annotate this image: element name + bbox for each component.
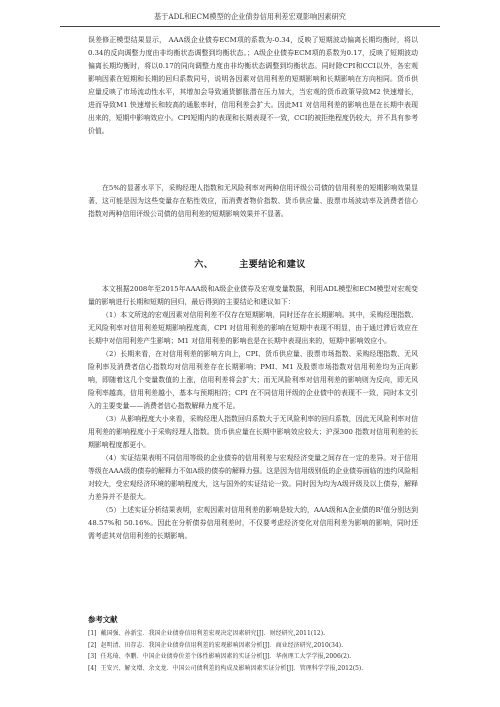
body-paragraph: 在5%的显著水平下，采购经理人指数和无风险利率对两种信用评级公司债的信用利差的短期影响效果显著，这可能是因为这些变量存在粘性效应，而消费者物价指数、货币供应量、股票市场波动率及消费者信心指数对两种信用评级公司债的信用利差的短期影响效果并不显著。 bbox=[88, 184, 418, 218]
running-header: 基于ADL和ECM模型的企业债券信用利差宏观影响因素研究 bbox=[154, 12, 346, 21]
conclusion-item-4: （4）实证结果表明不同信用等级的企业债券的信用利差与宏观经济变量之间存在一定的差异。对于信用等级在AAA级的债券的解释力不如A级的债券的解释力强。这是因为信用级别低的企业债券面临的违约风险相对较大，受宏观经济环境的影响程度大，这与国外的实证结论一致。同时因为均为A级评级及以上债券，解释力差异并不是很大。 bbox=[88, 454, 418, 501]
section-title: 主要结论和建议 bbox=[239, 260, 306, 270]
reference-item bbox=[88, 663, 428, 675]
reference-text: 赵明清、田存志．我国企业债券信用利差的宏观影响因素分析[J]．商业经济研究,2010(34). bbox=[100, 641, 343, 649]
reference-item bbox=[88, 651, 428, 663]
conclusion-item-5: （5）上述实证分析结果表明，宏观因素对信用利差的影响是较大的，AAA级和A企业债的R²值分别达到 48.57%和 50.16%。因此在分析债券信用利差时，不仅要考虑经济变化对信用利差为影响的影响，同时还需考虑其对信用利差的长期影响。 bbox=[88, 506, 418, 540]
reference-text: 任兆琦、李鹏．中国企业债券价差个体性影响因素的实证分析[J]．华南理工大学学报,2006(2). bbox=[100, 653, 352, 660]
body-paragraph: 误差修正模型结果显示， AAA级企业债券ECM项的系数为-0.34，反映了短期波动偏离长期均衡时，将以0.34的反向调整力度由非均衡状态调整到均衡状态。；A级企业债券ECM项的系数为0.17，反映了短期波动偏离长期均衡时，将以0.17的同向调整力度由非均衡状态调整到均衡状态。同时除CPI和CCI以外，各宏观影响因素在短期和长期的回归系数同号，说明各因素对信用利差的短期影响和长期影响在方向相同。货币供应量反映了市场流动性水平，其增加会导致通货膨胀潜在压力加大，当宏观的货币政策导致M2 快速增长，进而导致M1 快速增长和较高的通胀率时，信用利差会扩大。因此M1 对信用利差的影响也是在长期中表现出来的，短期中影响效应小。CPI短期内的表现和长期表现不一致，CCI的被拒绝程度仍较大，并不具有参考价值。 bbox=[88, 36, 418, 135]
reference-item bbox=[88, 640, 428, 652]
section-number: 六、 bbox=[194, 260, 214, 270]
conclusion-item-3: （3）从影响程度大小来看，采购经理人指数回归系数大于无风险利率的回归系数，因此无风险利率对信用利差的影响程度小于采购经理人指数。货币供应量在长期中影响效应较大；沪深300 指数对信用利差的长期影响程度都更小。 bbox=[88, 415, 418, 449]
reference-label: [2] bbox=[88, 641, 97, 649]
header-rule bbox=[60, 26, 440, 27]
references-list bbox=[88, 628, 428, 674]
reference-text: 王安兴、解文增、余文龙．中国公司债利差的构成及影响因素实证分析[J]．管理科学学报,2012(5). bbox=[100, 664, 364, 672]
significance-paragraph-block bbox=[88, 182, 418, 221]
reference-label: [4] bbox=[88, 664, 97, 672]
reference-label: [3] bbox=[88, 653, 97, 660]
conclusion-item-1: （1）本文所选的宏观因素对信用利差不仅存在短期影响，同时还存在长期影响。其中，采购经理指数、无风险利率对信用利差短期影响程度高，CPI 对信用利差的影响在短期中表现不明显，由于通过滞后效应在长期中对信用利差产生影响；M1 对信用利差的影响也是在长期中表现出来的，短期中影响效应小。 bbox=[88, 311, 418, 345]
conclusions-body bbox=[88, 283, 418, 543]
conclusions-intro: 本文根据2008年至2015年AAA级和A级企业债券及宏观变量数据，利用ADL模型和ECM模型对宏观变量的影响进行长期和短期的回归，最后得到的主要结论和建议如下： bbox=[88, 285, 418, 306]
conclusion-item-2: （2）长期来看，在对信用利差的影响方向上，CPI、货币供应量、股票市场指数、采购经理指数、无风险利率及消费者信心指数均对信用利差存在长期影响；PMI、M1 及股票市场指数对信用利差均为正向影响，即随着这几个变量数值的上涨，信用利差将会扩大；而无风险利率对信用利差的影响则为反向，即无风险利率越高，信用利差越小，基本与预期相符；CPI 在不同信用评级的企业债中的表现不一致，同时本文引入的主要变量——消费者信心指数解释力度不足。 bbox=[88, 350, 418, 410]
reference-text: 戴国强、孙新宝．我国企业债券信用利差宏观决定因素研究[J]．财经研究,2011(12). bbox=[100, 630, 325, 637]
reference-item bbox=[88, 628, 428, 640]
results-paragraph-block bbox=[88, 34, 418, 138]
section-heading bbox=[0, 257, 500, 270]
references-heading: 参考文献 bbox=[88, 615, 118, 624]
reference-label: [1] bbox=[88, 630, 97, 637]
